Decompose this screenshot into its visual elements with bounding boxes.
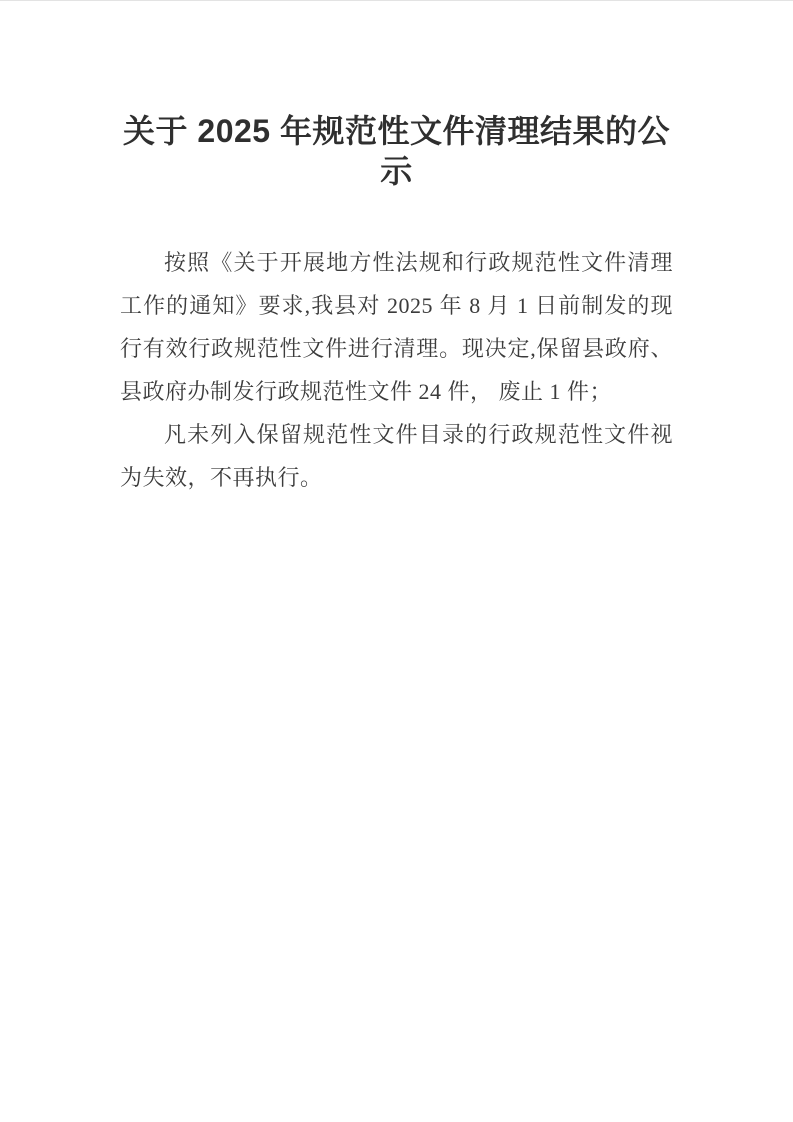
document-title: 关于 2025 年规范性文件清理结果的公示 (123, 113, 670, 189)
paragraph-cleanup-result: 按照《关于开展地方性法规和行政规范性文件清理工作的通知》要求,我县对 2025 年 8 月 1 日前制发的现行有效行政规范性文件进行清理。现决定,保留县政府、县政府办制发行政规范性文件 24 件， 废止 1 件； (120, 250, 673, 404)
paragraph-invalidation-note: 凡未列入保留规范性文件目录的行政规范性文件视为失效，不再执行。 (120, 422, 673, 490)
document-content (120, 1, 673, 499)
document-body (120, 241, 673, 499)
